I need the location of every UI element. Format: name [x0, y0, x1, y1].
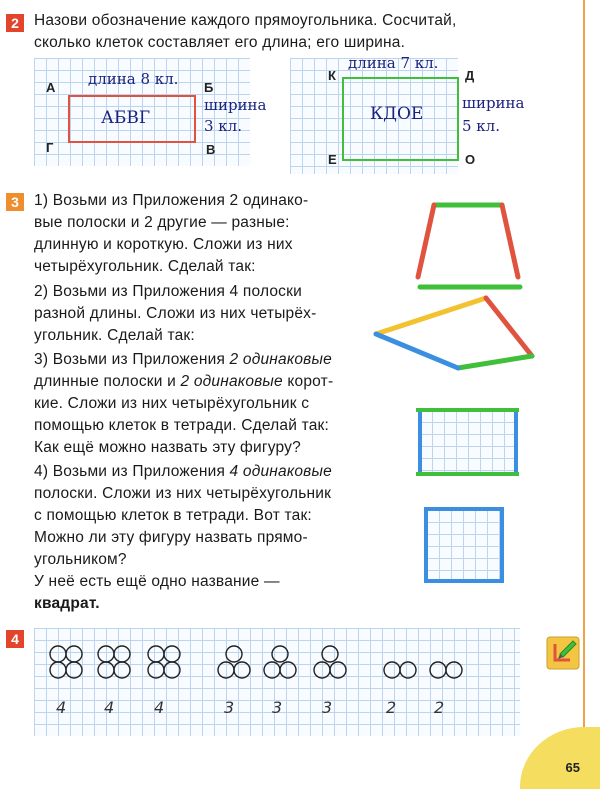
- task3-p4-line1: 4) Возьми из Приложения 4 одинаковые: [34, 463, 332, 480]
- strip-right-blue: [514, 412, 518, 472]
- task-number-3: 3: [6, 193, 24, 211]
- page-margin-line: [583, 0, 585, 789]
- task3-p1-line3: длинную и короткую. Сложи из них: [34, 236, 293, 253]
- group-three-circles-3: [314, 646, 346, 678]
- rect1-name: АБВГ: [101, 108, 151, 128]
- strip-yellow: [376, 298, 486, 334]
- rect2-name: КДОЕ: [370, 104, 424, 124]
- strip-square-top: [424, 507, 504, 511]
- length-note-2: длина 7 кл.: [348, 54, 439, 72]
- strip-square-left: [424, 511, 428, 579]
- group-two-circles-1: [384, 662, 416, 678]
- digit-1: 4: [56, 698, 67, 717]
- strip-red: [486, 298, 532, 356]
- strip-square-bottom: [424, 579, 504, 583]
- figure-square-grid: [427, 510, 501, 582]
- vertex-label-d: Д: [465, 68, 475, 83]
- width-note-1a: ширина: [204, 96, 267, 114]
- task3-p3-line1: 3) Возьми из Приложения 2 одинаковые: [34, 351, 332, 368]
- strip-bottom-green: [416, 472, 519, 476]
- digit-4: 3: [224, 698, 235, 717]
- task3-p3-line5: Как ещё можно назвать эту фигуру?: [34, 439, 301, 456]
- task3-p4-line6: У неё есть ещё одно название —: [34, 573, 280, 590]
- task3-p2-line1: 2) Возьми из Приложения 4 полоски: [34, 283, 302, 300]
- task3-p1-line2: вые полоски и 2 другие — разные:: [34, 214, 290, 231]
- task3-p1-line4: четырёхугольник. Сделай так:: [34, 258, 256, 275]
- strip-top-green: [416, 408, 519, 412]
- vertex-label-a: А: [46, 80, 56, 95]
- strip-side-red-left: [418, 205, 434, 277]
- group-two-circles-2: [430, 662, 462, 678]
- task3-p4-line3: с помощью клеток в тетради. Вот так:: [34, 507, 312, 524]
- vertex-label-g: Г: [46, 140, 54, 155]
- group-four-circles-2: [98, 646, 130, 678]
- task-number-4: 4: [6, 630, 24, 648]
- figure-quadrilateral: [368, 292, 546, 378]
- task3-p2-line2: разной длины. Сложи из них четырёх-: [34, 305, 317, 322]
- digit-3: 4: [154, 698, 165, 717]
- digit-2: 4: [104, 698, 115, 717]
- task2-text-line2: сколько клеток составляет его длина; его ширина.: [34, 34, 406, 51]
- strip-square-right: [500, 511, 504, 579]
- task3-p1-line1: 1) Возьми из Приложения 2 одинако-: [34, 192, 309, 209]
- task3-p4-line4: Можно ли эту фигуру назвать прямо-: [34, 529, 308, 546]
- strip-side-red-right: [502, 205, 518, 277]
- figure-rectangle-grid: [420, 410, 516, 472]
- task3-p4-line7: квадрат.: [34, 595, 100, 612]
- length-note-1: длина 8 кл.: [88, 70, 179, 88]
- task-number-2: 2: [6, 14, 24, 32]
- strip-left-blue: [418, 412, 422, 472]
- vertex-label-v: В: [206, 142, 216, 157]
- task3-p3-line4: помощью клеток в тетради. Сделай так:: [34, 417, 330, 434]
- digit-8: 2: [434, 698, 445, 717]
- vertex-label-o: О: [465, 152, 476, 167]
- task3-p4-line5: угольником?: [34, 551, 127, 568]
- page-number: 65: [565, 760, 580, 775]
- task3-p3-line3: кие. Сложи из них четырёхугольник с: [34, 395, 310, 412]
- digit-6: 3: [322, 698, 333, 717]
- digit-7: 2: [386, 698, 397, 717]
- vertex-label-k: К: [328, 68, 336, 83]
- group-three-circles-1: [218, 646, 250, 678]
- task3-p2-line3: угольник. Сделай так:: [34, 327, 195, 344]
- task2-text-line1: Назови обозначение каждого прямоугольника. Сосчитай,: [34, 12, 457, 29]
- task3-p4-line2: полоски. Сложи из них четырёхугольник: [34, 485, 332, 502]
- strip-green: [458, 356, 532, 368]
- task3-p3-line2: длинные полоски и 2 одинаковые корот-: [34, 373, 334, 390]
- width-note-1b: 3 кл.: [204, 117, 242, 135]
- vertex-label-e: Е: [328, 152, 337, 167]
- group-four-circles-1: [50, 646, 82, 678]
- vertex-label-b: Б: [204, 80, 214, 95]
- page-number-badge: [520, 727, 600, 789]
- digit-5: 3: [272, 698, 283, 717]
- pencil-notebook-icon: [546, 636, 580, 670]
- circle-groups: [34, 628, 520, 736]
- figure-trapezoid: [410, 195, 530, 293]
- group-four-circles-3: [148, 646, 180, 678]
- group-three-circles-2: [264, 646, 296, 678]
- width-note-2a: ширина: [462, 94, 525, 112]
- strip-blue: [376, 334, 458, 368]
- width-note-2b: 5 кл.: [462, 117, 500, 135]
